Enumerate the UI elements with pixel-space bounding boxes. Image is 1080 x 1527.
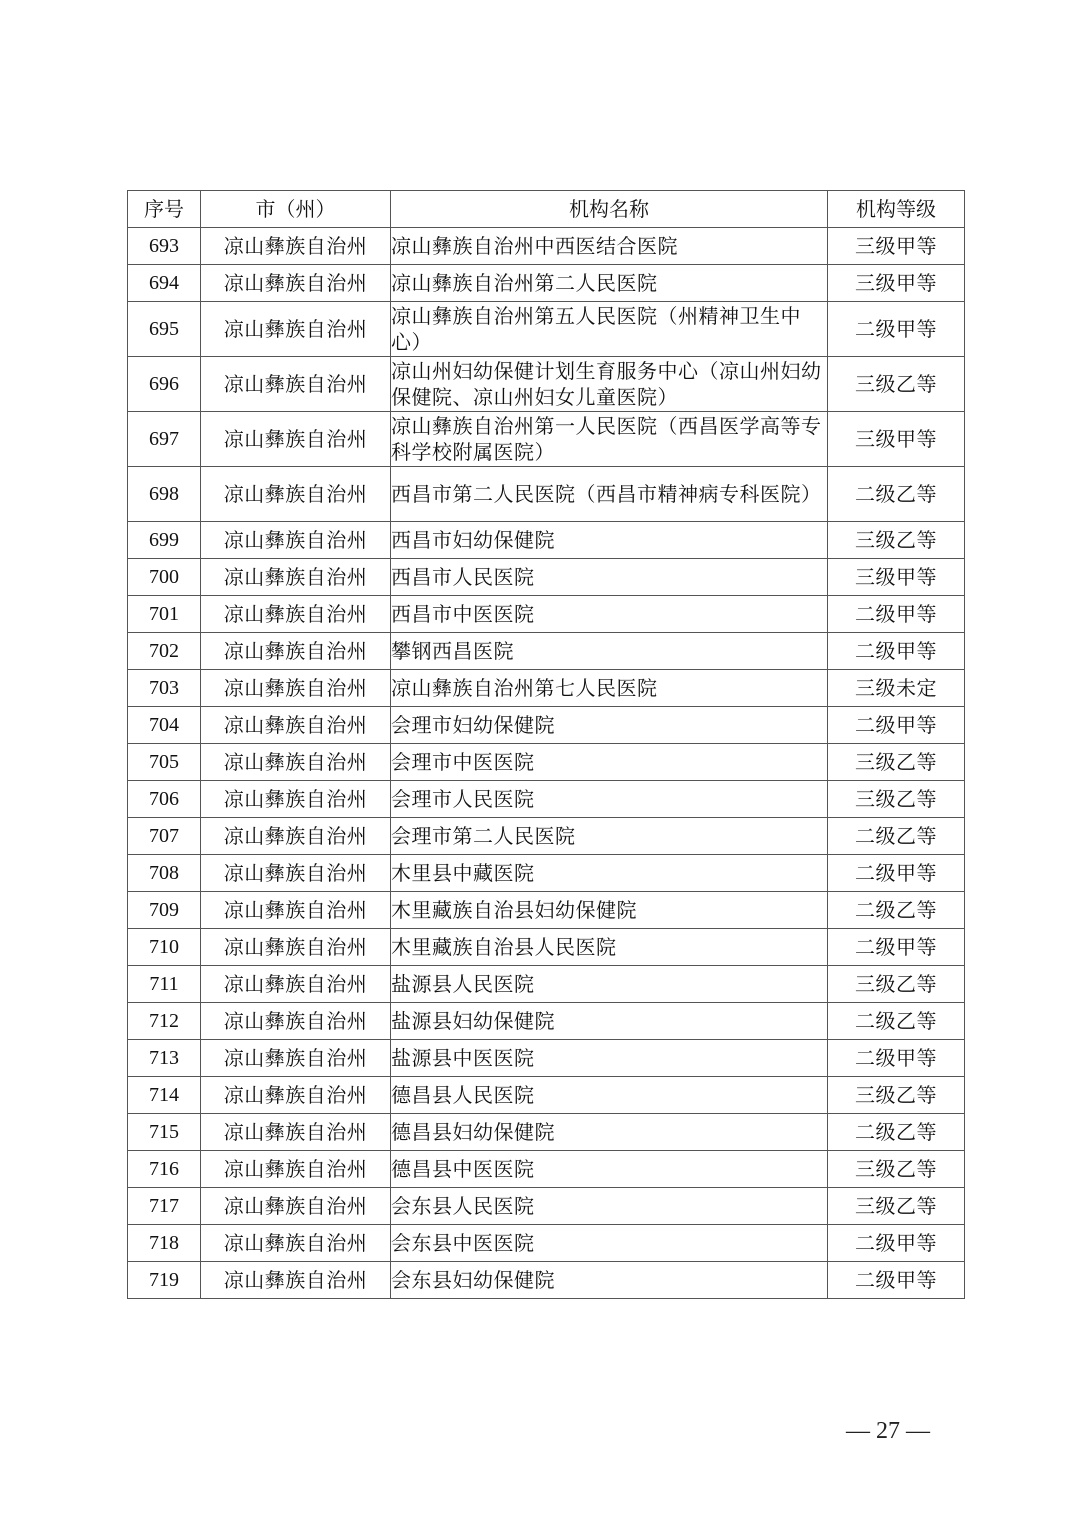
table-body — [128, 228, 965, 1299]
table-row — [128, 744, 965, 781]
row-seq: 713 — [128, 1040, 201, 1077]
table-row — [128, 781, 965, 818]
row-seq: 696 — [128, 357, 201, 412]
row-level: 三级甲等 — [828, 412, 965, 467]
row-name: 木里藏族自治县妇幼保健院 — [391, 892, 828, 929]
row-level: 二级甲等 — [828, 929, 965, 966]
row-name: 西昌市人民医院 — [391, 559, 828, 596]
row-level: 二级甲等 — [828, 302, 965, 357]
table-row — [128, 818, 965, 855]
row-city: 凉山彝族自治州 — [201, 707, 391, 744]
row-level: 三级甲等 — [828, 228, 965, 265]
row-city: 凉山彝族自治州 — [201, 1040, 391, 1077]
row-city: 凉山彝族自治州 — [201, 1003, 391, 1040]
row-seq: 719 — [128, 1262, 201, 1299]
row-city: 凉山彝族自治州 — [201, 357, 391, 412]
row-name: 西昌市中医医院 — [391, 596, 828, 633]
table-row — [128, 228, 965, 265]
row-level: 二级乙等 — [828, 892, 965, 929]
row-level: 二级甲等 — [828, 1262, 965, 1299]
row-level: 二级甲等 — [828, 1225, 965, 1262]
row-seq: 718 — [128, 1225, 201, 1262]
row-city: 凉山彝族自治州 — [201, 412, 391, 467]
row-level: 三级甲等 — [828, 559, 965, 596]
row-seq: 697 — [128, 412, 201, 467]
row-seq: 701 — [128, 596, 201, 633]
row-seq: 702 — [128, 633, 201, 670]
row-seq: 717 — [128, 1188, 201, 1225]
table-row — [128, 929, 965, 966]
row-seq: 705 — [128, 744, 201, 781]
page-number: — 27 — — [846, 1418, 930, 1444]
row-seq: 712 — [128, 1003, 201, 1040]
row-level: 二级甲等 — [828, 1040, 965, 1077]
row-level: 二级甲等 — [828, 596, 965, 633]
row-level: 二级甲等 — [828, 633, 965, 670]
table-row — [128, 855, 965, 892]
row-city: 凉山彝族自治州 — [201, 1188, 391, 1225]
row-name: 攀钢西昌医院 — [391, 633, 828, 670]
row-seq: 700 — [128, 559, 201, 596]
row-seq: 708 — [128, 855, 201, 892]
row-seq: 704 — [128, 707, 201, 744]
row-level: 三级乙等 — [828, 357, 965, 412]
table-row — [128, 357, 965, 412]
row-seq: 693 — [128, 228, 201, 265]
row-city: 凉山彝族自治州 — [201, 744, 391, 781]
table-row — [128, 892, 965, 929]
table-row — [128, 633, 965, 670]
header-name: 机构名称 — [391, 191, 828, 228]
row-level: 二级乙等 — [828, 467, 965, 522]
table-row — [128, 966, 965, 1003]
header-seq: 序号 — [128, 191, 201, 228]
row-name: 凉山彝族自治州第二人民医院 — [391, 265, 828, 302]
row-city: 凉山彝族自治州 — [201, 228, 391, 265]
table-row — [128, 1040, 965, 1077]
row-name: 木里藏族自治县人民医院 — [391, 929, 828, 966]
row-city: 凉山彝族自治州 — [201, 892, 391, 929]
row-city: 凉山彝族自治州 — [201, 633, 391, 670]
row-city: 凉山彝族自治州 — [201, 929, 391, 966]
hospital-table — [127, 190, 965, 1299]
row-name: 德昌县人民医院 — [391, 1077, 828, 1114]
table-row — [128, 1151, 965, 1188]
table-row — [128, 1003, 965, 1040]
table-row — [128, 1262, 965, 1299]
row-name: 凉山州妇幼保健计划生育服务中心（凉山州妇幼保健院、凉山州妇女儿童医院） — [391, 357, 828, 412]
row-city: 凉山彝族自治州 — [201, 1077, 391, 1114]
row-name: 凉山彝族自治州第五人民医院（州精神卫生中心） — [391, 302, 828, 357]
row-level: 二级甲等 — [828, 855, 965, 892]
row-name: 盐源县妇幼保健院 — [391, 1003, 828, 1040]
row-city: 凉山彝族自治州 — [201, 596, 391, 633]
row-level: 二级乙等 — [828, 818, 965, 855]
row-level: 二级乙等 — [828, 1003, 965, 1040]
row-name: 盐源县人民医院 — [391, 966, 828, 1003]
row-level: 三级乙等 — [828, 966, 965, 1003]
row-seq: 716 — [128, 1151, 201, 1188]
row-seq: 707 — [128, 818, 201, 855]
row-seq: 711 — [128, 966, 201, 1003]
row-name: 会东县妇幼保健院 — [391, 1262, 828, 1299]
row-level: 二级甲等 — [828, 707, 965, 744]
row-city: 凉山彝族自治州 — [201, 670, 391, 707]
table-row — [128, 1114, 965, 1151]
row-level: 三级乙等 — [828, 781, 965, 818]
row-seq: 698 — [128, 467, 201, 522]
row-level: 三级未定 — [828, 670, 965, 707]
row-city: 凉山彝族自治州 — [201, 265, 391, 302]
row-city: 凉山彝族自治州 — [201, 966, 391, 1003]
row-seq: 695 — [128, 302, 201, 357]
row-seq: 694 — [128, 265, 201, 302]
row-name: 会东县人民医院 — [391, 1188, 828, 1225]
row-seq: 699 — [128, 522, 201, 559]
row-seq: 709 — [128, 892, 201, 929]
row-name: 会理市第二人民医院 — [391, 818, 828, 855]
table-row — [128, 1225, 965, 1262]
table-row — [128, 1077, 965, 1114]
row-name: 西昌市第二人民医院（西昌市精神病专科医院） — [391, 467, 828, 522]
row-city: 凉山彝族自治州 — [201, 522, 391, 559]
row-level: 三级乙等 — [828, 744, 965, 781]
row-level: 三级甲等 — [828, 265, 965, 302]
row-name: 盐源县中医医院 — [391, 1040, 828, 1077]
row-name: 会理市妇幼保健院 — [391, 707, 828, 744]
row-city: 凉山彝族自治州 — [201, 1151, 391, 1188]
row-name: 凉山彝族自治州第一人民医院（西昌医学高等专科学校附属医院） — [391, 412, 828, 467]
table-row — [128, 670, 965, 707]
row-name: 会东县中医医院 — [391, 1225, 828, 1262]
row-level: 三级乙等 — [828, 1188, 965, 1225]
row-level: 三级乙等 — [828, 1077, 965, 1114]
row-city: 凉山彝族自治州 — [201, 818, 391, 855]
row-name: 西昌市妇幼保健院 — [391, 522, 828, 559]
row-name: 会理市中医医院 — [391, 744, 828, 781]
row-name: 德昌县中医医院 — [391, 1151, 828, 1188]
row-city: 凉山彝族自治州 — [201, 781, 391, 818]
row-city: 凉山彝族自治州 — [201, 1262, 391, 1299]
table-row — [128, 1188, 965, 1225]
row-city: 凉山彝族自治州 — [201, 559, 391, 596]
table-row — [128, 265, 965, 302]
row-seq: 703 — [128, 670, 201, 707]
row-city: 凉山彝族自治州 — [201, 467, 391, 522]
row-level: 三级乙等 — [828, 1151, 965, 1188]
table-row — [128, 707, 965, 744]
row-name: 会理市人民医院 — [391, 781, 828, 818]
table-row — [128, 467, 965, 522]
table-row — [128, 412, 965, 467]
row-city: 凉山彝族自治州 — [201, 1225, 391, 1262]
header-city: 市（州） — [201, 191, 391, 228]
row-city: 凉山彝族自治州 — [201, 1114, 391, 1151]
row-name: 木里县中藏医院 — [391, 855, 828, 892]
row-name: 凉山彝族自治州第七人民医院 — [391, 670, 828, 707]
row-city: 凉山彝族自治州 — [201, 855, 391, 892]
row-level: 二级乙等 — [828, 1114, 965, 1151]
header-level: 机构等级 — [828, 191, 965, 228]
row-seq: 715 — [128, 1114, 201, 1151]
table-header-row — [128, 191, 965, 228]
table-row — [128, 596, 965, 633]
table-row — [128, 559, 965, 596]
row-seq: 710 — [128, 929, 201, 966]
table-row — [128, 522, 965, 559]
row-seq: 714 — [128, 1077, 201, 1114]
table-row — [128, 302, 965, 357]
row-seq: 706 — [128, 781, 201, 818]
row-city: 凉山彝族自治州 — [201, 302, 391, 357]
row-name: 凉山彝族自治州中西医结合医院 — [391, 228, 828, 265]
row-name: 德昌县妇幼保健院 — [391, 1114, 828, 1151]
row-level: 三级乙等 — [828, 522, 965, 559]
